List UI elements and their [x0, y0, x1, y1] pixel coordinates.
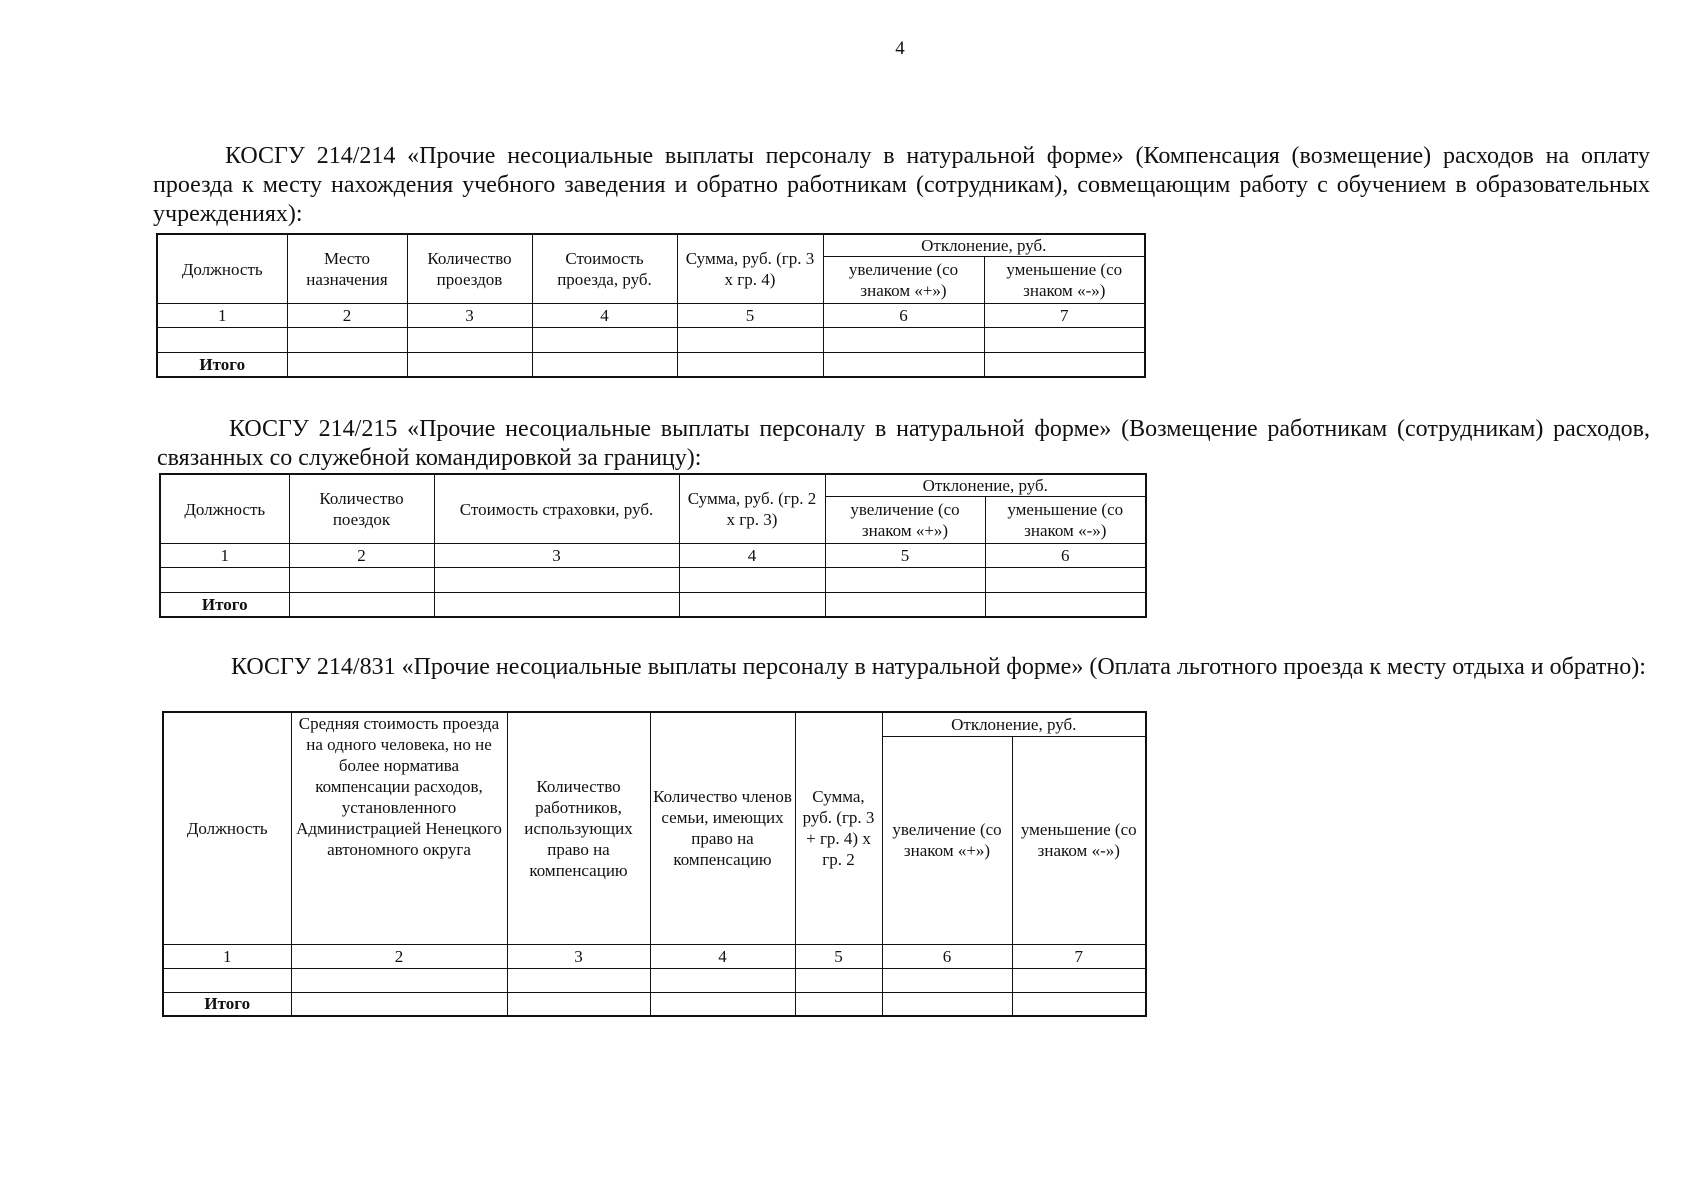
- total-label: Итого: [163, 992, 291, 1016]
- empty-data-row: [163, 968, 1146, 992]
- header-family-members-count: Количество членов семьи, имеющих право на компенсацию: [650, 712, 795, 944]
- table-kosgu-214-831: [162, 711, 1147, 1017]
- header-sum: Сумма, руб. (гр. 3 х гр. 4): [677, 234, 823, 304]
- column-numbers-row: [163, 944, 1146, 968]
- column-number: 2: [287, 304, 407, 328]
- column-number: 5: [795, 944, 882, 968]
- column-number: 7: [1012, 944, 1146, 968]
- column-number: 5: [825, 544, 985, 568]
- column-number: 7: [984, 304, 1145, 328]
- header-increase: увеличение (со знаком «+»): [825, 497, 985, 544]
- total-row: [157, 353, 1145, 377]
- header-trips-count: Количество поездок: [289, 474, 434, 544]
- section-1-text: КОСГУ 214/214 «Прочие несоциальные выплаты персоналу в натуральной форме» (Компенсация (возмещение) расходов на оплату проезда к месту нахождения учебного заведения и обратно работникам (сотрудникам), совмещающим работу с обучением в образовательных учреждениях):: [153, 143, 1650, 227]
- header-sum: Сумма, руб. (гр. 2 х гр. 3): [679, 474, 825, 544]
- header-trips-count: Количество проездов: [407, 234, 532, 304]
- header-decrease: уменьшение (со знаком «-»): [985, 497, 1146, 544]
- column-number: 2: [289, 544, 434, 568]
- column-number: 3: [507, 944, 650, 968]
- total-label: Итого: [160, 593, 289, 617]
- empty-data-row: [160, 568, 1146, 593]
- header-insurance-cost: Стоимость страховки, руб.: [434, 474, 679, 544]
- header-deviation: Отклонение, руб.: [882, 712, 1146, 736]
- column-number: 4: [679, 544, 825, 568]
- table-kosgu-214-215: [159, 473, 1147, 618]
- column-numbers-row: [157, 304, 1145, 328]
- column-number: 1: [163, 944, 291, 968]
- section-3-text: КОСГУ 214/831 «Прочие несоциальные выплаты персоналу в натуральной форме» (Оплата льготного проезда к месту отдыха и обратно):: [231, 654, 1646, 680]
- column-number: 3: [407, 304, 532, 328]
- header-position: Должность: [157, 234, 287, 304]
- header-employees-count: Количество работников, использующих право на компенсацию: [507, 712, 650, 944]
- column-number: 6: [823, 304, 984, 328]
- column-number: 4: [650, 944, 795, 968]
- column-number: 2: [291, 944, 507, 968]
- column-number: 6: [985, 544, 1146, 568]
- total-row: [163, 992, 1146, 1016]
- column-number: 5: [677, 304, 823, 328]
- header-average-cost: Средняя стоимость проезда на одного человека, но не более норматива компенсации расходов, установленного Администрацией Ненецкого автономного округа: [291, 712, 507, 944]
- header-trip-cost: Стоимость проезда, руб.: [532, 234, 677, 304]
- column-number: 4: [532, 304, 677, 328]
- header-decrease: уменьшение (со знаком «-»): [984, 257, 1145, 304]
- column-numbers-row: [160, 544, 1146, 568]
- header-deviation: Отклонение, руб.: [823, 234, 1145, 257]
- header-sum: Сумма, руб. (гр. 3 + гр. 4) х гр. 2: [795, 712, 882, 944]
- column-number: 1: [157, 304, 287, 328]
- header-position: Должность: [160, 474, 289, 544]
- header-position: Должность: [163, 712, 291, 944]
- column-number: 1: [160, 544, 289, 568]
- header-destination: Место назначения: [287, 234, 407, 304]
- column-number: 3: [434, 544, 679, 568]
- total-row: [160, 593, 1146, 617]
- section-2-text: КОСГУ 214/215 «Прочие несоциальные выплаты персоналу в натуральной форме» (Возмещение работникам (сотрудникам) расходов, связанных со служебной командировкой за границу):: [157, 416, 1650, 471]
- header-increase: увеличение (со знаком «+»): [823, 257, 984, 304]
- header-deviation: Отклонение, руб.: [825, 474, 1146, 497]
- header-increase: увеличение (со знаком «+»): [882, 736, 1012, 944]
- total-label: Итого: [157, 353, 287, 377]
- empty-data-row: [157, 328, 1145, 353]
- page-number: 4: [895, 38, 905, 59]
- table-kosgu-214-214: [156, 233, 1146, 378]
- column-number: 6: [882, 944, 1012, 968]
- header-decrease: уменьшение (со знаком «-»): [1012, 736, 1146, 944]
